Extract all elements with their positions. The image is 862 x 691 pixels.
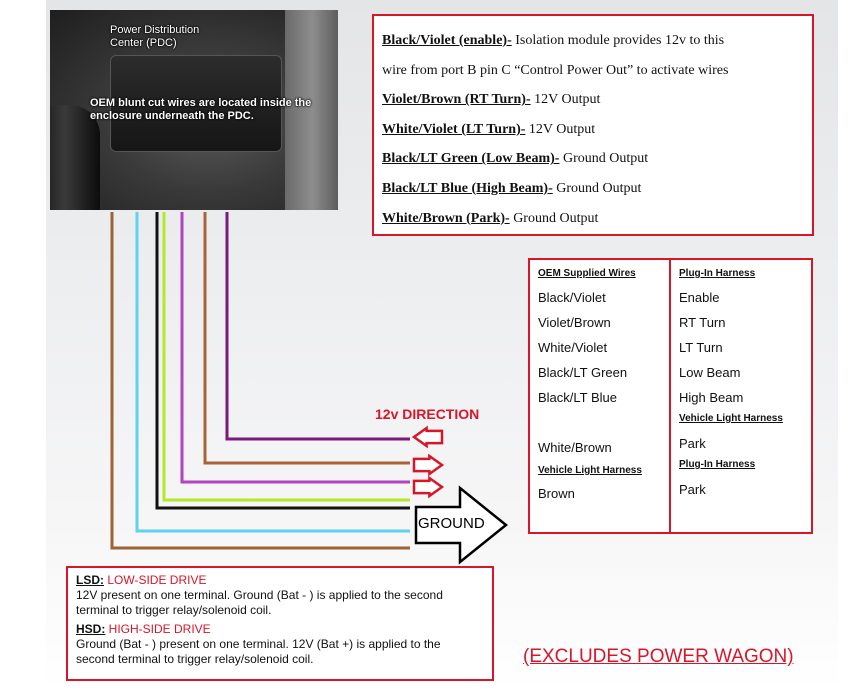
left-arrow-icon: [414, 428, 442, 446]
wire-desc-line: Violet/Brown (RT Turn)- 12V Output: [382, 92, 601, 108]
table-cell: Park: [679, 436, 706, 451]
lsd-heading: LSD: LOW-SIDE DRIVE: [76, 573, 207, 587]
table-cell: Enable: [679, 290, 720, 305]
table-header-plug-in: Plug-In Harness: [679, 459, 756, 470]
hsd-text: Ground (Bat - ) present on one terminal. 12V (Bat +) is applied to the: [76, 637, 441, 651]
excludes-note: (EXCLUDES POWER WAGON): [523, 646, 794, 667]
wire-line: [182, 212, 410, 482]
lsd-text: terminal to trigger relay/solenoid coil.: [76, 603, 272, 617]
wire-desc-line: Black/LT Blue (High Beam)- Ground Output: [382, 180, 642, 196]
wire-desc-line: wire from port B pin C “Control Power Out” to activate wires: [382, 62, 729, 78]
table-cell: LT Turn: [679, 340, 723, 355]
table-cell: Black/LT Blue: [538, 390, 618, 405]
table-header-vehicle-light: Vehicle Light Harness: [679, 413, 783, 424]
wire-desc-line: Black/Violet (enable)- Isolation module provides 12v to this: [382, 33, 725, 48]
table-cell: RT Turn: [679, 315, 726, 330]
pdc-caption: Power Distribution Center (PDC): [110, 24, 200, 49]
table-header-oem: OEM Supplied Wires: [538, 268, 636, 279]
ground-label: GROUND: [418, 515, 485, 532]
wire-desc-line: Black/LT Green (Low Beam)- Ground Output: [382, 151, 649, 167]
table-header-vehicle-light: Vehicle Light Harness: [538, 465, 642, 476]
lsd-text: 12V present on one terminal. Ground (Bat - ) is applied to the second: [76, 588, 443, 602]
wire-line: [205, 212, 410, 463]
wire-line: [227, 212, 410, 439]
table-cell: White/Brown: [538, 440, 612, 455]
right-arrow-icon: [414, 456, 442, 474]
hsd-text: second terminal to trigger relay/solenoid coil.: [76, 652, 314, 666]
right-arrow-icon: [414, 478, 442, 496]
table-cell: High Beam: [679, 390, 744, 405]
table-cell: Violet/Brown: [538, 315, 611, 330]
wire-line: [164, 212, 410, 500]
hsd-heading: HSD: HIGH-SIDE DRIVE: [76, 622, 211, 636]
wire-desc-line: White/Violet (LT Turn)- 12V Output: [382, 121, 596, 137]
table-cell: Black/Violet: [538, 290, 606, 305]
direction-label: 12v DIRECTION: [375, 406, 480, 422]
oem-caption: OEM blunt cut wires are located inside the enclosure underneath the PDC.: [90, 97, 312, 122]
table-header-plug-in: Plug-In Harness: [679, 268, 756, 279]
table-cell: Park: [679, 482, 706, 497]
table-cell: Black/LT Green: [538, 365, 628, 380]
drive-legend-box: [66, 566, 494, 681]
table-cell: Low Beam: [679, 365, 741, 380]
table-cell: White/Violet: [538, 340, 608, 355]
table-cell: Brown: [538, 486, 575, 501]
wire-desc-line: White/Brown (Park)- Ground Output: [382, 210, 599, 226]
